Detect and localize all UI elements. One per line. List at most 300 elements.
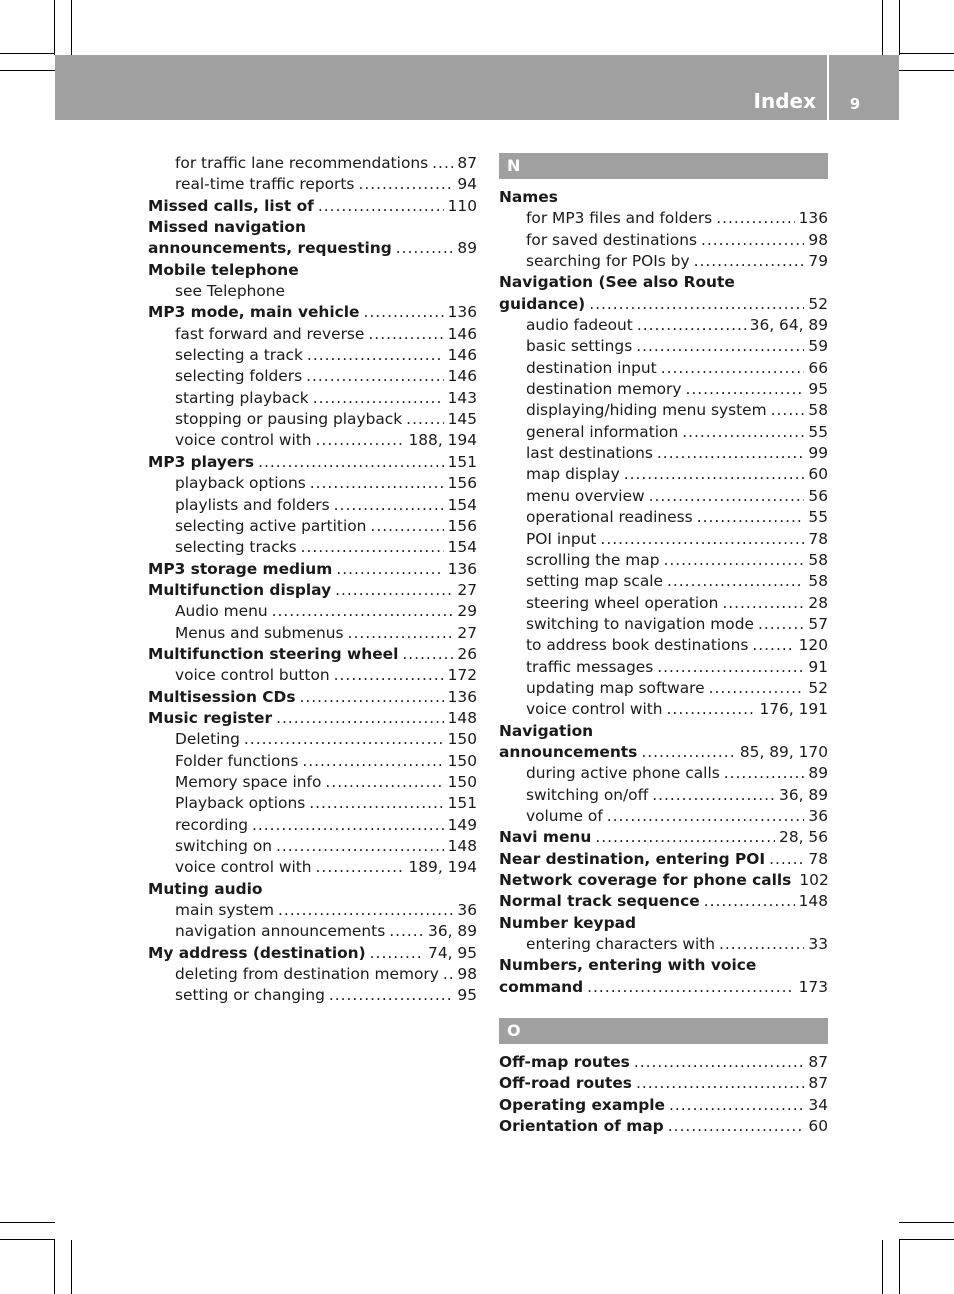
index-entry <box>499 1116 828 1137</box>
entry-page-ref: 89 <box>457 239 477 258</box>
entry-label: playlists and folders <box>175 495 330 514</box>
index-subentry <box>499 571 828 592</box>
entry-page-ref: 150 <box>447 772 477 791</box>
dot-leader <box>306 366 443 387</box>
crop-mark <box>0 1222 55 1223</box>
entry-page-ref: 85, 89, 170 <box>739 742 828 761</box>
crop-mark <box>0 53 55 54</box>
entry-page-ref: 188, 194 <box>408 431 477 450</box>
entry-label: voice control button <box>175 666 330 685</box>
entry-page-ref: 143 <box>447 388 477 407</box>
entry-label: Mobile telephone <box>148 260 299 279</box>
entry-page-ref: 146 <box>447 367 477 386</box>
index-subentry <box>499 806 828 827</box>
index-subentry <box>499 550 828 571</box>
page-title: Index <box>753 89 816 113</box>
index-column-left <box>148 153 477 1007</box>
entry-label: during active phone calls <box>526 764 720 783</box>
entry-label: recording <box>175 815 248 834</box>
index-entry <box>148 559 477 580</box>
crop-mark <box>0 1239 55 1240</box>
dot-leader <box>396 238 454 259</box>
index-entry <box>499 870 828 891</box>
index-subentry <box>148 495 477 516</box>
index-entry <box>499 891 828 912</box>
index-entry <box>148 260 477 281</box>
index-subentry <box>148 623 477 644</box>
entry-label: announcements, requesting <box>148 239 392 258</box>
entry-label: command <box>499 977 584 996</box>
entry-page-ref: 57 <box>808 614 828 633</box>
index-entry <box>499 742 828 763</box>
dot-leader <box>607 806 805 827</box>
entry-page-ref: 150 <box>447 730 477 749</box>
dot-leader <box>636 336 804 357</box>
index-subentry <box>499 934 828 955</box>
entry-page-ref: 172 <box>447 666 477 685</box>
index-entry <box>499 849 828 870</box>
index-subentry <box>499 315 828 336</box>
entry-label: last destinations <box>526 444 653 463</box>
dot-leader <box>641 742 736 763</box>
crop-mark <box>71 0 72 55</box>
dot-leader <box>667 699 756 720</box>
entry-label: voice control with <box>175 431 312 450</box>
index-entry <box>148 644 477 665</box>
index-subentry <box>499 422 828 443</box>
entry-label: Network coverage for phone calls <box>499 871 792 889</box>
dot-leader <box>600 529 804 550</box>
entry-page-ref: 58 <box>808 572 828 591</box>
entry-label: Normal track sequence <box>499 892 700 911</box>
entry-page-ref: 148 <box>447 837 477 855</box>
dot-leader <box>704 891 795 912</box>
dot-leader <box>624 464 805 485</box>
entry-label: for saved destinations <box>526 230 697 249</box>
index-subentry <box>499 486 828 507</box>
entry-page-ref: 60 <box>808 465 828 484</box>
dot-leader <box>667 571 804 592</box>
index-entry <box>148 687 477 708</box>
dot-leader <box>258 452 444 473</box>
dot-leader <box>724 763 805 784</box>
crop-mark <box>899 1222 954 1223</box>
entry-page-ref: 60 <box>808 1117 828 1136</box>
dot-leader <box>716 208 794 229</box>
dot-leader <box>244 729 444 750</box>
entry-page-ref: 79 <box>808 252 828 271</box>
page-number: 9 <box>849 95 861 113</box>
entry-label: menu overview <box>526 486 645 505</box>
entry-page-ref: 148 <box>447 708 477 727</box>
index-entry <box>499 977 828 998</box>
index-subentry <box>499 593 828 614</box>
dot-leader <box>300 687 444 708</box>
dot-leader <box>636 1073 804 1094</box>
index-subentry <box>499 464 828 485</box>
entry-label: entering characters with <box>526 935 716 954</box>
dot-leader <box>697 507 805 528</box>
entry-label: Operating example <box>499 1095 665 1114</box>
index-subentry <box>499 785 828 806</box>
entry-label: selecting tracks <box>175 538 297 557</box>
entry-label: stopping or pausing playback <box>175 410 403 429</box>
entry-label: audio fadeout <box>526 316 633 335</box>
dot-leader <box>348 623 454 644</box>
index-subentry <box>148 815 477 836</box>
entry-label: Missed navigation <box>148 218 306 237</box>
crop-mark <box>899 70 954 71</box>
index-subentry <box>148 665 477 686</box>
entry-page-ref: 66 <box>808 358 828 377</box>
dot-leader <box>771 400 805 421</box>
entry-label: map display <box>526 465 620 484</box>
entry-page-ref: 27 <box>457 623 477 642</box>
entry-label: fast forward and reverse <box>175 324 365 343</box>
crop-mark <box>882 1240 883 1294</box>
index-entry <box>499 272 828 293</box>
section-letter-header: O <box>499 1018 828 1044</box>
entry-page-ref: 87 <box>457 154 477 172</box>
index-subentry <box>499 230 828 251</box>
entry-page-ref: 136 <box>798 209 828 228</box>
index-subentry <box>499 635 828 656</box>
dot-leader <box>432 153 453 174</box>
crop-mark <box>54 1240 55 1294</box>
entry-page-ref: 150 <box>447 751 477 770</box>
dot-leader <box>758 614 804 635</box>
header-divider <box>827 55 829 120</box>
entry-label: Numbers, entering with voice <box>499 956 757 975</box>
entry-page-ref: 176, 191 <box>759 700 828 719</box>
entry-page-ref: 91 <box>808 657 828 676</box>
entry-label: Names <box>499 188 558 206</box>
dot-leader <box>652 785 775 806</box>
index-entry <box>148 196 477 217</box>
dot-leader <box>364 302 444 323</box>
index-entry <box>499 1095 828 1116</box>
entry-label: setting or changing <box>175 986 325 1005</box>
entry-label: setting map scale <box>526 572 663 591</box>
entry-label: volume of <box>526 806 603 825</box>
dot-leader <box>634 1052 805 1073</box>
dot-leader <box>329 985 454 1006</box>
entry-label: starting playback <box>175 388 309 407</box>
entry-label: displaying/hiding menu system <box>526 401 767 420</box>
dot-leader <box>335 580 453 601</box>
index-subentry <box>499 379 828 400</box>
dot-leader <box>307 345 444 366</box>
dot-leader <box>252 815 444 836</box>
section-gap <box>499 998 828 1018</box>
index-subentry <box>148 516 477 537</box>
entry-page-ref: 98 <box>457 965 477 984</box>
entry-label: destination input <box>526 358 657 377</box>
dot-leader <box>358 174 453 195</box>
entry-label: updating map software <box>526 678 705 697</box>
entry-label: destination memory <box>526 380 682 399</box>
index-subentry <box>499 336 828 357</box>
entry-page-ref: 89 <box>808 764 828 783</box>
dot-leader <box>443 964 454 985</box>
index-entry <box>499 1073 828 1094</box>
entry-page-ref: 55 <box>808 422 828 441</box>
entry-label: Navigation (See also Route <box>499 273 735 292</box>
index-subentry <box>148 153 477 174</box>
entry-page-ref: 95 <box>808 380 828 399</box>
dot-leader <box>682 422 804 443</box>
index-subentry <box>499 699 828 720</box>
index-entry <box>499 827 828 848</box>
entry-page-ref: 87 <box>808 1053 828 1072</box>
entry-label: POI input <box>526 529 597 548</box>
entry-label: scrolling the map <box>526 550 660 569</box>
dot-leader <box>316 430 405 451</box>
index-entry <box>148 943 477 964</box>
entry-page-ref: 28 <box>808 593 828 612</box>
dot-leader <box>649 486 805 507</box>
dot-leader <box>302 751 443 772</box>
crop-mark <box>54 0 55 55</box>
entry-label: to address book destinations <box>526 636 749 655</box>
entry-label: steering wheel operation <box>526 593 719 612</box>
entry-label: Playback options <box>175 794 306 813</box>
entry-label: Orientation of map <box>499 1117 664 1136</box>
entry-label: selecting active partition <box>175 516 367 535</box>
index-subentry <box>499 763 828 784</box>
index-subentry <box>148 793 477 814</box>
dot-leader <box>719 934 804 955</box>
entry-label: real-time traffic reports <box>175 175 355 194</box>
dot-leader <box>769 849 804 870</box>
dot-leader <box>272 601 454 622</box>
entry-page-ref: 58 <box>808 550 828 569</box>
entry-page-ref: 102 <box>799 871 829 889</box>
entry-page-ref: 173 <box>798 977 828 996</box>
index-subentry <box>148 857 477 878</box>
index-subentry <box>148 921 477 942</box>
crop-mark <box>899 53 954 54</box>
dot-leader <box>701 230 804 251</box>
entry-page-ref: 56 <box>808 486 828 505</box>
dot-leader <box>637 315 746 336</box>
index-entry <box>499 955 828 976</box>
index-subentry <box>148 729 477 750</box>
index-subentry <box>148 430 477 451</box>
entry-page-ref: 151 <box>447 794 477 813</box>
index-entry <box>499 294 828 315</box>
index-entry <box>148 217 477 238</box>
entry-page-ref: 145 <box>447 410 477 429</box>
entry-label: searching for POIs by <box>526 252 690 271</box>
index-subentry <box>148 409 477 430</box>
index-entry <box>148 879 477 900</box>
dot-leader <box>278 900 453 921</box>
entry-label: Near destination, entering POI <box>499 849 766 868</box>
entry-page-ref: 136 <box>447 303 477 322</box>
entry-page-ref: 136 <box>447 559 477 578</box>
entry-label: operational readiness <box>526 508 693 527</box>
entry-page-ref: 149 <box>447 815 477 834</box>
entry-page-ref: 52 <box>808 678 828 697</box>
entry-page-ref: 59 <box>808 337 828 356</box>
entry-label: Navi menu <box>499 828 592 847</box>
entry-label: for traffic lane recommendations <box>175 154 429 172</box>
dot-leader <box>589 294 804 315</box>
dot-leader <box>310 473 444 494</box>
entry-page-ref: 189, 194 <box>408 858 477 877</box>
dot-leader <box>722 593 804 614</box>
dot-leader <box>389 921 424 942</box>
entry-label: MP3 mode, main vehicle <box>148 303 360 322</box>
index-entry <box>148 708 477 729</box>
entry-label: deleting from destination memory <box>175 965 439 984</box>
index-subentry <box>148 900 477 921</box>
entry-label: navigation announcements <box>175 922 386 941</box>
dot-leader <box>334 665 444 686</box>
entry-label: for MP3 files and folders <box>526 209 713 228</box>
index-subentry <box>148 772 477 793</box>
index-subentry <box>499 358 828 379</box>
entry-label: general information <box>526 422 679 441</box>
dot-leader <box>587 977 794 998</box>
dot-leader <box>370 943 424 964</box>
dot-leader <box>309 793 443 814</box>
entry-page-ref: 74, 95 <box>428 943 477 962</box>
dot-leader <box>685 379 804 400</box>
entry-page-ref: 148 <box>798 892 828 911</box>
entry-label: My address (destination) <box>148 943 366 962</box>
entry-label: Missed calls, list of <box>148 196 314 215</box>
index-subentry <box>148 473 477 494</box>
index-subentry <box>148 751 477 772</box>
entry-page-ref: 33 <box>808 935 828 954</box>
index-subentry <box>148 281 477 302</box>
entry-label: selecting folders <box>175 367 303 386</box>
entry-page-ref: 95 <box>457 986 477 1005</box>
index-subentry <box>499 208 828 229</box>
entry-label: Off-map routes <box>499 1053 630 1072</box>
dot-leader <box>336 559 443 580</box>
entry-page-ref: 36 <box>457 901 477 920</box>
entry-label: Multifunction steering wheel <box>148 644 399 663</box>
entry-label: MP3 storage medium <box>148 559 333 578</box>
entry-page-ref: 78 <box>808 849 828 868</box>
dot-leader <box>668 1116 805 1137</box>
crop-mark <box>882 0 883 55</box>
crop-mark <box>0 70 55 71</box>
entry-page-ref: 55 <box>808 508 828 527</box>
entry-page-ref: 156 <box>447 474 477 493</box>
index-subentry <box>499 678 828 699</box>
dot-leader <box>709 678 805 699</box>
entry-label: announcements <box>499 742 638 761</box>
index-subentry <box>148 174 477 195</box>
index-subentry <box>499 443 828 464</box>
index-entry <box>148 302 477 323</box>
dot-leader <box>276 836 444 857</box>
entry-label: guidance) <box>499 294 586 313</box>
entry-label: Multifunction display <box>148 580 332 599</box>
index-subentry <box>148 388 477 409</box>
entry-label: Multisession CDs <box>148 687 296 706</box>
entry-page-ref: 27 <box>457 580 477 599</box>
entry-page-ref: 58 <box>808 401 828 420</box>
entry-page-ref: 99 <box>808 444 828 463</box>
entry-page-ref: 156 <box>447 516 477 535</box>
entry-label: see Telephone <box>175 282 286 301</box>
dot-leader <box>301 537 444 558</box>
entry-label: Off-road routes <box>499 1074 632 1093</box>
dot-leader <box>370 516 443 537</box>
entry-label: switching to navigation mode <box>526 614 754 633</box>
dot-leader <box>402 644 453 665</box>
dot-leader <box>325 772 443 793</box>
entry-label: Memory space info <box>175 772 322 791</box>
crop-mark <box>71 1240 72 1294</box>
entry-label: selecting a track <box>175 346 303 365</box>
entry-page-ref: 36 <box>808 806 828 825</box>
dot-leader <box>663 550 804 571</box>
dot-leader <box>368 324 443 345</box>
entry-label: Deleting <box>175 730 240 749</box>
index-entry <box>148 580 477 601</box>
index-subentry <box>148 601 477 622</box>
index-subentry <box>148 836 477 857</box>
index-subentry <box>499 507 828 528</box>
entry-page-ref: 26 <box>457 644 477 663</box>
index-subentry <box>148 964 477 985</box>
index-subentry <box>499 400 828 421</box>
index-subentry <box>148 366 477 387</box>
dot-leader <box>595 827 775 848</box>
entry-label: traffic messages <box>526 657 654 676</box>
entry-label: playback options <box>175 474 306 493</box>
entry-label: Music register <box>148 708 273 727</box>
entry-label: Number keypad <box>499 913 636 932</box>
entry-page-ref: 36, 89 <box>779 785 828 804</box>
index-subentry <box>148 345 477 366</box>
index-entry <box>499 913 828 934</box>
entry-label: main system <box>175 901 274 920</box>
entry-label: switching on/off <box>526 785 649 804</box>
index-entry <box>499 1052 828 1073</box>
entry-page-ref: 146 <box>447 346 477 365</box>
dot-leader <box>334 495 444 516</box>
entry-page-ref: 154 <box>447 538 477 557</box>
entry-page-ref: 52 <box>808 294 828 313</box>
entry-label: Audio menu <box>175 602 268 621</box>
index-subentry <box>499 614 828 635</box>
index-subentry <box>148 537 477 558</box>
index-subentry <box>499 529 828 550</box>
index-subentry <box>499 251 828 272</box>
entry-page-ref: 36, 64, 89 <box>749 316 828 335</box>
entry-label: switching on <box>175 837 272 855</box>
index-subentry <box>499 657 828 678</box>
entry-label: Menus and submenus <box>175 623 344 642</box>
index-entry <box>148 452 477 473</box>
entry-label: basic settings <box>526 337 633 356</box>
index-entry <box>499 721 828 742</box>
index-column-right <box>499 153 828 1137</box>
entry-page-ref: 151 <box>447 452 477 471</box>
entry-page-ref: 110 <box>447 196 477 215</box>
dot-leader <box>657 657 804 678</box>
dot-leader <box>316 857 405 878</box>
index-subentry <box>148 985 477 1006</box>
entry-label: Navigation <box>499 721 594 740</box>
